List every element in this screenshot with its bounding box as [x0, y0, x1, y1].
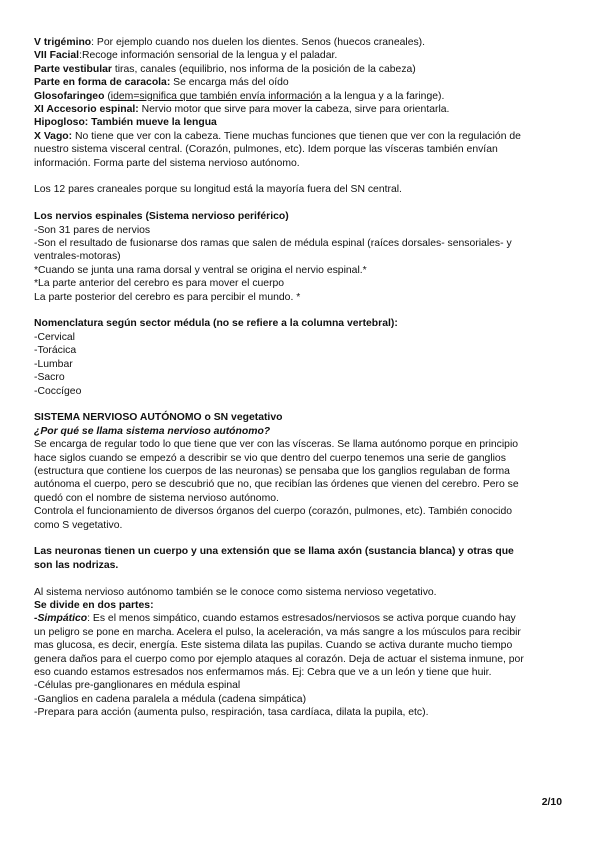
simpatico-line: eso cuando estamos estresados nos enfermamos más. Ej: Cebra que ve a un león y tiene que huir. — [34, 667, 492, 678]
nerve-text: Recoge información sensorial de la lengua y el paladar. — [81, 50, 338, 62]
vago-text: información. Forma parte del sistema nervioso autónomo. — [34, 157, 300, 169]
simpatico-line: -Prepara para acción (aumenta pulso, respiración, tasa cardíaca, dilata la pupila, etc). — [34, 707, 429, 719]
simpatico-line: -Ganglios en cadena paralela a médula (cadena simpática) — [34, 693, 307, 705]
nerve-name: V trigémino — [34, 37, 92, 48]
espinales-line: *La parte anterior del cerebro es para mover el cuerpo — [34, 278, 285, 290]
sna-line: Se encarga de regular todo lo que tiene que ver con las vísceras. Se llama autónomo porque en principio — [34, 439, 519, 451]
nerve-line-trigemino: V trigémino: Por ejemplo cuando nos duelen los dientes. Senos (huecos craneales). — [34, 37, 426, 48]
sna-line: como S vegetativo. — [34, 519, 123, 531]
page-number: 2/10 — [541, 797, 562, 808]
nerve-name: Parte en forma de caracola: — [34, 77, 171, 89]
simpatico-label: -Simpático — [34, 613, 88, 625]
simpatico-line: genera daños para el cuerpo como por ejemplo ataques al corazón. Deja de actuar el sistema inmune, por — [34, 653, 524, 665]
sna-line: hace siglos cuando se empezó a describir se vio que dentro del cuerpo tenemos una serie de ganglios — [34, 452, 506, 464]
nerve-name: Parte vestibular — [34, 63, 112, 75]
nerve-line-vestibular — [34, 63, 566, 76]
section-heading-espinales: Los nervios espinales (Sistema nervioso periférico) — [34, 211, 289, 223]
nerve-text: tiras, canales (equilibrio, nos informa de la posición de la cabeza) — [111, 63, 416, 75]
section-heading-nomenclatura: Nomenclatura según sector médula (no se refiere a la columna vertebral): — [34, 318, 398, 330]
vegetativo-note: Al sistema nervioso autónomo también se le conoce como sistema nervioso vegetativo. — [34, 586, 437, 598]
nerve-name: XI Accesorio espinal: — [34, 104, 139, 116]
sna-line: quedó con el nombre de sistema nervioso autónomo. — [34, 492, 279, 504]
sna-question: ¿Por qué se llama sistema nervioso autónomo? — [34, 425, 271, 437]
sna-line: (estructura que contiene los cuerpos de las neuronas) se pensaba que los ganglios regulaban de forma — [34, 465, 510, 477]
espinales-line: -Son el resultado de fusionarse dos ramas que salen de médula espinal (raíces dorsales- sensoriales- y — [34, 238, 512, 250]
nerve-line-hipogloso — [34, 116, 566, 129]
sna-line: autónoma el cuerpo, pero se descubrió que no, que recibían las órdenes que vienen del cerebro. Pero se — [34, 479, 519, 491]
list-item: -Coccígeo — [34, 385, 82, 397]
nerve-name: VII Facial — [34, 50, 80, 62]
nerve-line-facial: VII Facial:Recoge información sensorial de la lengua y el paladar. — [34, 50, 338, 62]
sna-line: Controla el funcionamiento de diversos órganos del cuerpo (corazón, pulmones, etc). También conocido — [34, 506, 513, 518]
nerve-line-accesorio — [34, 103, 566, 116]
espinales-line: ventrales-motoras) — [34, 251, 121, 263]
simpatico-line: -Simpático: Es el menos simpático, cuando estamos estresados/nerviosos se activa porque cuando hay — [34, 613, 516, 625]
nerve-line-caracola — [34, 76, 566, 89]
nerve-line-glosofaringeo: Glosofaringeo (idem=significa que también envía información a la lengua y a la faringe). — [34, 90, 445, 102]
idem-definition: idem=significa que también envía información — [110, 90, 322, 102]
espinales-line: La parte posterior del cerebro es para percibir el mundo. * — [34, 291, 301, 303]
nerve-name: Hipogloso: También mueve la lengua — [34, 117, 217, 129]
neuronas-statement: son las nodrizas. — [34, 559, 119, 571]
nerve-line-vago: X Vago: No tiene que ver con la cabeza. Tiene muchas funciones que tienen que ver con la regulación de — [34, 130, 521, 142]
nerve-text: Nervio motor que sirve para mover la cabeza, sirve para orientarla. — [138, 104, 450, 116]
simpatico-line: -Células pre-ganglionares en médula espinal — [34, 680, 241, 692]
list-item: -Sacro — [34, 372, 65, 384]
simpatico-line: un peligro se pone en marcha. Acelera el pulso, la aceleración, va más sangre a los músculos para recibir — [34, 626, 521, 638]
section-heading-sna: SISTEMA NERVIOSO AUTÓNOMO o SN vegetativo — [34, 412, 283, 424]
list-item: -Torácica — [34, 345, 77, 357]
simpatico-line: mas glucosa, es decir, energía. Este sistema dilata las pupilas. Cuando se activa durante mucho tiempo — [34, 640, 513, 652]
nerve-name: Glosofaringeo — [34, 90, 105, 102]
list-item: -Lumbar — [34, 358, 73, 370]
nerve-text: Por ejemplo cuando nos duelen los dientes. Senos (huecos craneales). — [94, 37, 426, 48]
espinales-line: -Son 31 pares de nervios — [34, 224, 151, 236]
nerve-name: X Vago: — [34, 130, 73, 142]
divide-heading: Se divide en dos partes: — [34, 599, 154, 611]
pares-note: Los 12 pares craneales porque su longitud está la mayoría fuera del SN central. — [34, 184, 402, 196]
nerve-text: a la lengua y a la faringe). — [321, 90, 445, 102]
list-item: -Cervical — [34, 331, 75, 343]
nerve-text: Se encarga más del oído — [170, 77, 289, 89]
vago-text: nuestro sistema visceral central. (Corazón, pulmones, etc). Idem porque las vísceras también envían — [34, 144, 498, 156]
document-page — [34, 36, 566, 720]
espinales-line: *Cuando se junta una rama dorsal y ventral se origina el nervio espinal.* — [34, 264, 367, 276]
neuronas-statement: Las neuronas tienen un cuerpo y una extensión que se llama axón (sustancia blanca) y otras que — [34, 546, 514, 558]
